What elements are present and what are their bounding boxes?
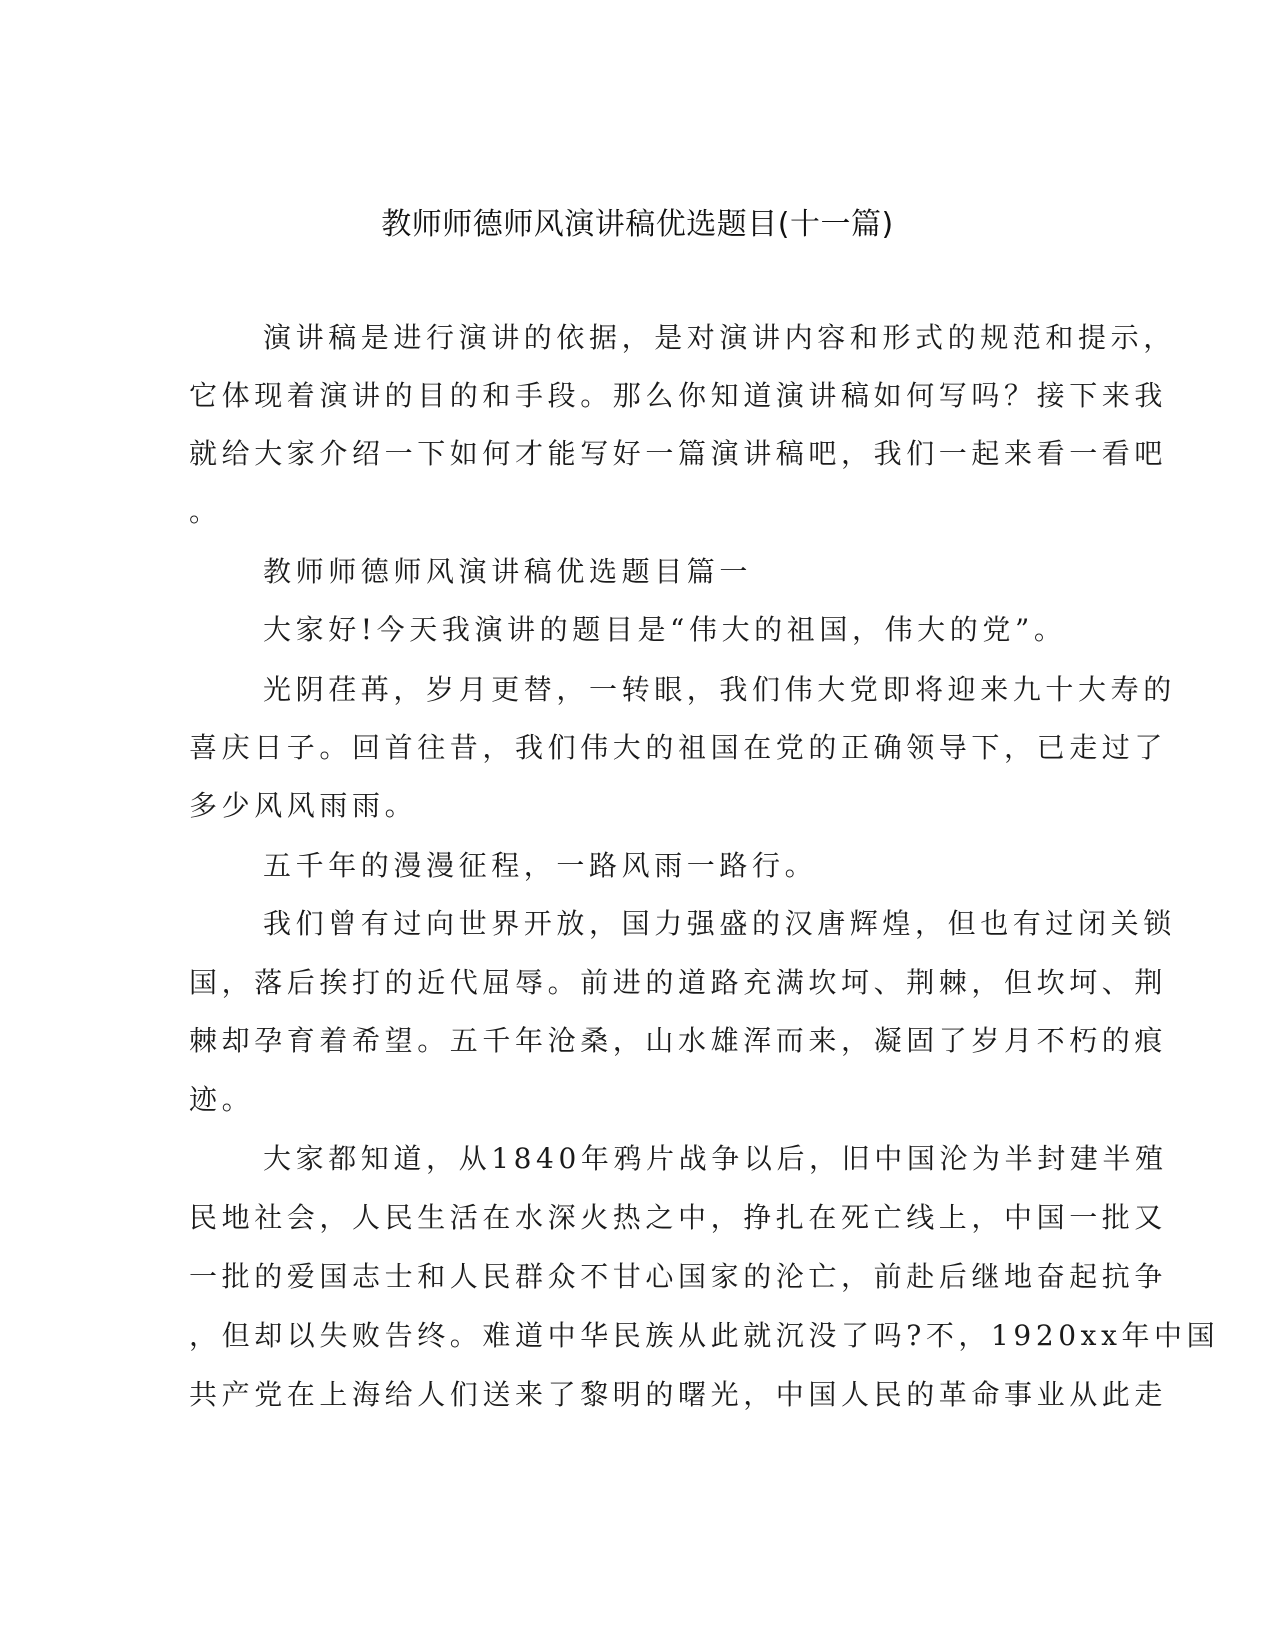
- paragraph-line: 光阴荏苒，岁月更替，一转眼，我们伟大党即将迎来九十大寿的: [263, 673, 1176, 706]
- paragraph-line: 国，落后挨打的近代屈辱。前进的道路充满坎坷、荆棘，但坎坷、荆: [189, 966, 1168, 999]
- paragraph-line: 喜庆日子。回首往昔，我们伟大的祖国在党的正确领导下，已走过了: [189, 731, 1168, 764]
- paragraph-line: 五千年的漫漫征程，一路风雨一路行。: [263, 849, 818, 882]
- paragraph-line: 迹。: [189, 1083, 255, 1116]
- paragraph-line: 。: [189, 495, 222, 528]
- paragraph-line: 演讲稿是进行演讲的依据，是对演讲内容和形式的规范和提示，: [263, 321, 1176, 354]
- paragraph-line: 它体现着演讲的目的和手段。那么你知道演讲稿如何写吗？接下来我: [189, 379, 1168, 412]
- paragraph-line: 一批的爱国志士和人民群众不甘心国家的沦亡，前赴后继地奋起抗争: [189, 1260, 1168, 1293]
- paragraph-line: 我们曾有过向世界开放，国力强盛的汉唐辉煌，但也有过闭关锁: [263, 907, 1176, 940]
- paragraph-line: 多少风风雨雨。: [189, 789, 418, 822]
- paragraph-line: 共产党在上海给人们送来了黎明的曙光，中国人民的革命事业从此走: [189, 1378, 1168, 1411]
- paragraph-line: 棘却孕育着希望。五千年沧桑，山水雄浑而来，凝固了岁月不朽的痕: [189, 1024, 1168, 1057]
- paragraph-line: 大家好!今天我演讲的题目是“伟大的祖国，伟大的党”。: [263, 613, 1067, 646]
- section-heading: 教师师德师风演讲稿优选题目篇一: [263, 555, 753, 588]
- document-title: 教师师德师风演讲稿优选题目(十一篇): [381, 207, 894, 242]
- paragraph-line: 就给大家介绍一下如何才能写好一篇演讲稿吧，我们一起来看一看吧: [189, 437, 1168, 470]
- paragraph-line: ，但却以失败告终。难道中华民族从此就沉没了吗?不，1920xx年中国: [189, 1319, 1220, 1352]
- paragraph-line: 大家都知道，从1840年鸦片战争以后，旧中国沦为半封建半殖: [263, 1142, 1168, 1175]
- paragraph-line: 民地社会，人民生活在水深火热之中，挣扎在死亡线上，中国一批又: [189, 1201, 1168, 1234]
